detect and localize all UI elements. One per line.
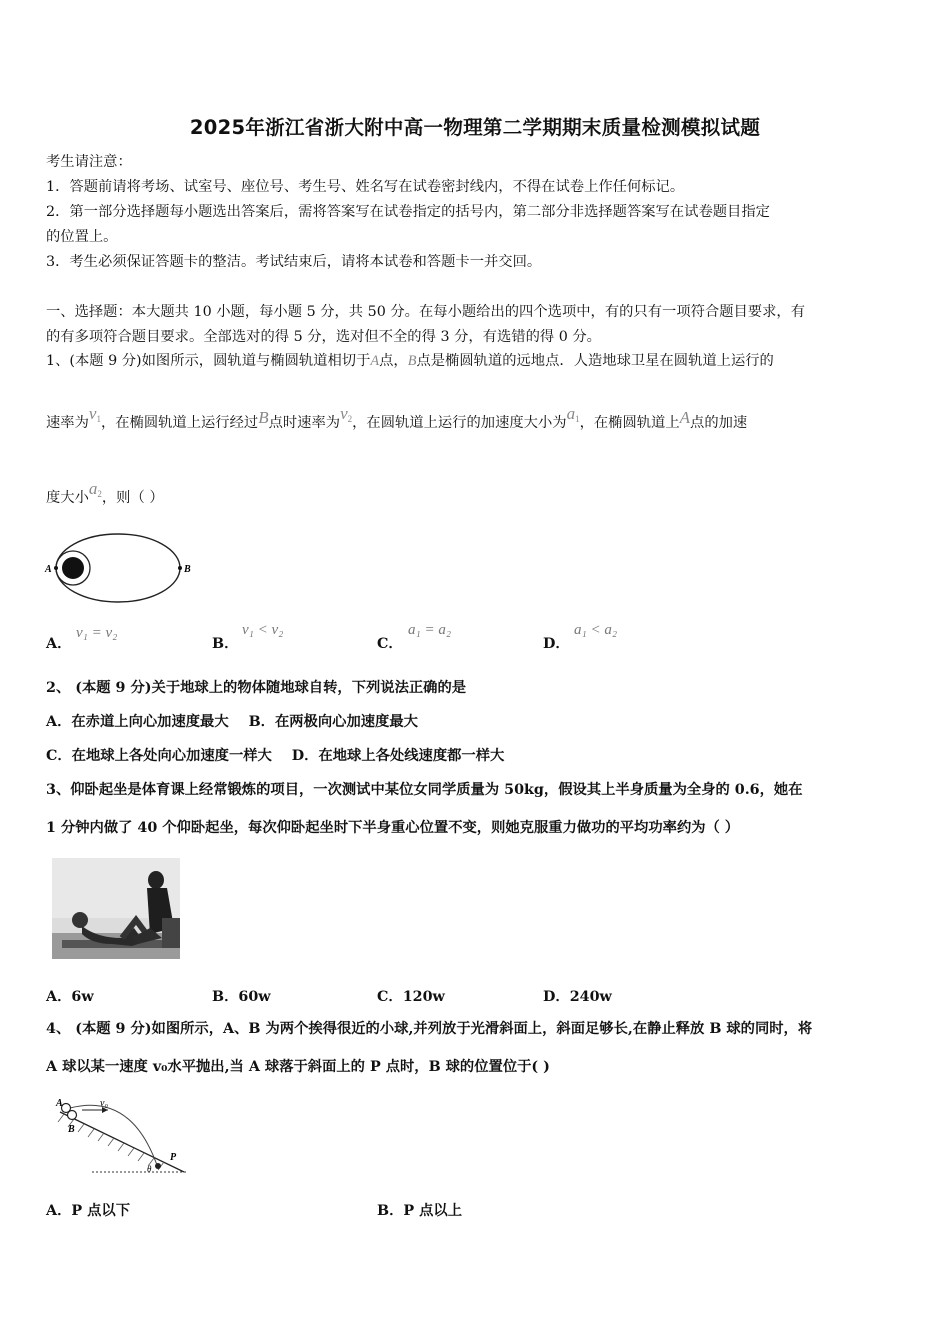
notice-heading: 考生请注意：: [46, 154, 132, 170]
option-label: D．: [543, 636, 570, 652]
q3-stem-line-2: 1 分钟内做了 40 个仰卧起坐，每次仰卧起坐时下半身重心位置不变，则她克服重力做功的平均功率约为（ ）: [46, 820, 740, 836]
notice-item-2-cont: 的位置上。: [46, 229, 118, 245]
q1-stem-line-1: [46, 351, 774, 371]
option-label: D．: [543, 989, 570, 1005]
q1-stem-line-2: [46, 404, 748, 437]
q2-options-row-1: [46, 712, 418, 732]
q1-a2-sub: 2: [97, 489, 102, 499]
q3-option-c[interactable]: [377, 986, 445, 1006]
fig-label-b: B: [68, 1124, 75, 1135]
q1-v2-symbol: v: [340, 404, 348, 423]
q1-text: 点时速率为: [268, 415, 341, 431]
q2-options-row-2: [46, 746, 504, 766]
ball-b-icon: [68, 1111, 77, 1120]
q1-v1-sub: 1: [96, 414, 101, 424]
option-text: 60w: [238, 989, 271, 1005]
q2-stem: 2、 (本题 9 分)关于地球上的物体随地球自转，下列说法正确的是: [46, 680, 467, 696]
q1-a1-sub: 1: [575, 414, 580, 424]
q1-a2-symbol: a: [88, 479, 98, 498]
q1-v1: [89, 404, 101, 423]
q4-option-b[interactable]: B．P 点以上: [377, 1203, 462, 1219]
q2-option-b[interactable]: B．在两极向心加速度最大: [248, 714, 418, 730]
q1-option-c-math: a₁ = a₂: [408, 622, 452, 638]
q1-text: 点，: [379, 353, 408, 369]
q1-v2: [340, 404, 352, 423]
point-p-marker: [155, 1163, 161, 1169]
point-a-marker: [54, 566, 58, 570]
q1-text: ，在圆轨道上运行的加速度大小为: [352, 415, 567, 431]
q1-text: ，则（ ）: [101, 490, 164, 506]
q1-option-c[interactable]: [377, 633, 403, 653]
q1-a1: [567, 404, 580, 423]
incline-diagram: [52, 1092, 192, 1178]
q3-option-a[interactable]: [46, 986, 94, 1006]
fig-label-a: A: [56, 1098, 63, 1109]
section-intro-line-1: 一、选择题：本大题共 10 小题，每小题 5 分，共 50 分。在每小题给出的四个选项中，有的只有一项符合题目要求，有: [46, 304, 805, 320]
orbit-diagram: [44, 530, 194, 610]
q1-text: 点的加速: [690, 415, 748, 431]
q3-option-b[interactable]: [212, 986, 271, 1006]
q1-text: ，在椭圆轨道上: [579, 415, 680, 431]
q1-point-a: A: [679, 408, 691, 427]
option-text: 120w: [402, 989, 445, 1005]
q4-stem-line-2: A 球以某一速度 v₀水平抛出,当 A 球落于斜面上的 P 点时，B 球的位置位于( ): [46, 1059, 550, 1075]
q1-option-b-math: v₁ < v₂: [242, 622, 284, 638]
point-b-marker: [178, 566, 182, 570]
q1-text: 度大小: [46, 490, 89, 506]
q1-a2: [89, 479, 102, 498]
incline-surface: [60, 1112, 184, 1172]
q1-option-a[interactable]: [46, 633, 71, 653]
option-label: B．: [212, 989, 239, 1005]
q1-text: ，在椭圆轨道上运行经过: [100, 415, 259, 431]
option-text: 6w: [71, 989, 94, 1005]
section-intro-line-2: 的有多项符合题目要求。全部选对的得 5 分，选对但不全的得 3 分，有选错的得 0 分。: [46, 329, 601, 345]
trajectory-curve: [70, 1105, 158, 1168]
q1-text: 1、(本题 9 分)如图所示，圆轨道与椭圆轨道相切于: [46, 353, 371, 369]
incline-hatching: [58, 1114, 164, 1170]
page-title: 2025年浙江省浙大附中高一物理第二学期期末质量检测模拟试题: [189, 116, 761, 139]
fig-label-a: A: [45, 564, 52, 575]
q1-option-d[interactable]: [543, 633, 570, 653]
option-text: 240w: [569, 989, 612, 1005]
q1-text: 点是椭圆轨道的远地点．人造地球卫星在圆轨道上运行的: [416, 353, 774, 369]
option-label: C．: [377, 636, 403, 652]
notice-item-2: 2．第一部分选择题每小题选出答案后，需将答案写在试卷指定的括号内，第二部分非选择题答案写在试卷题目指定: [46, 204, 770, 220]
q1-point-a: A: [370, 353, 380, 369]
q1-v2-sub: 2: [347, 414, 353, 424]
fig-label-theta: θ: [147, 1164, 152, 1174]
option-label: A．: [46, 989, 72, 1005]
fig-label-p: P: [170, 1152, 177, 1163]
notice-item-1: 1．答题前请将考场、试室号、座位号、考生号、姓名写在试卷密封线内，不得在试卷上作任何标记。: [46, 179, 685, 195]
q1-v1-symbol: v: [88, 404, 97, 423]
situp-photo: [52, 858, 180, 959]
q1-text: 速率为: [46, 415, 89, 431]
q1-point-b: B: [258, 408, 269, 427]
notice-item-3: 3．考生必须保证答题卡的整洁。考试结束后，请将本试卷和答题卡一并交回。: [46, 254, 542, 270]
option-label: B．: [212, 636, 239, 652]
q4-stem-line-1: 4、 (本题 9 分)如图所示，A、B 为两个挨得很近的小球,并列放于光滑斜面上，斜面足够长,在静止释放 B 球的同时，将: [46, 1021, 813, 1037]
option-label: C．: [377, 989, 403, 1005]
q3-stem-line-1: 3、仰卧起坐是体育课上经常锻炼的项目，一次测试中某位女同学质量为 50kg，假设其上半身质量为全身的 0.6，她在: [46, 782, 803, 798]
q1-option-a-math: v₁ = v₂: [76, 625, 118, 641]
q2-option-d[interactable]: D．在地球上各处线速度都一样大: [291, 748, 505, 764]
q1-point-b: B: [407, 353, 417, 369]
q2-option-a[interactable]: A．在赤道上向心加速度最大: [46, 714, 229, 730]
fig-label-b: B: [184, 564, 191, 575]
q1-stem-line-3: [46, 479, 164, 512]
q4-option-a[interactable]: A．P 点以下: [46, 1203, 131, 1219]
q1-option-d-math: a₁ < a₂: [574, 622, 618, 638]
q3-option-d[interactable]: [543, 986, 612, 1006]
q1-option-b[interactable]: [212, 633, 238, 653]
fig-label-v0: v₀: [100, 1098, 108, 1109]
earth-icon: [62, 557, 84, 579]
q1-a1-symbol: a: [566, 404, 576, 423]
option-label: A．: [46, 636, 72, 652]
q2-option-c[interactable]: C．在地球上各处向心加速度一样大: [46, 748, 272, 764]
situp-illustration: [52, 858, 180, 959]
